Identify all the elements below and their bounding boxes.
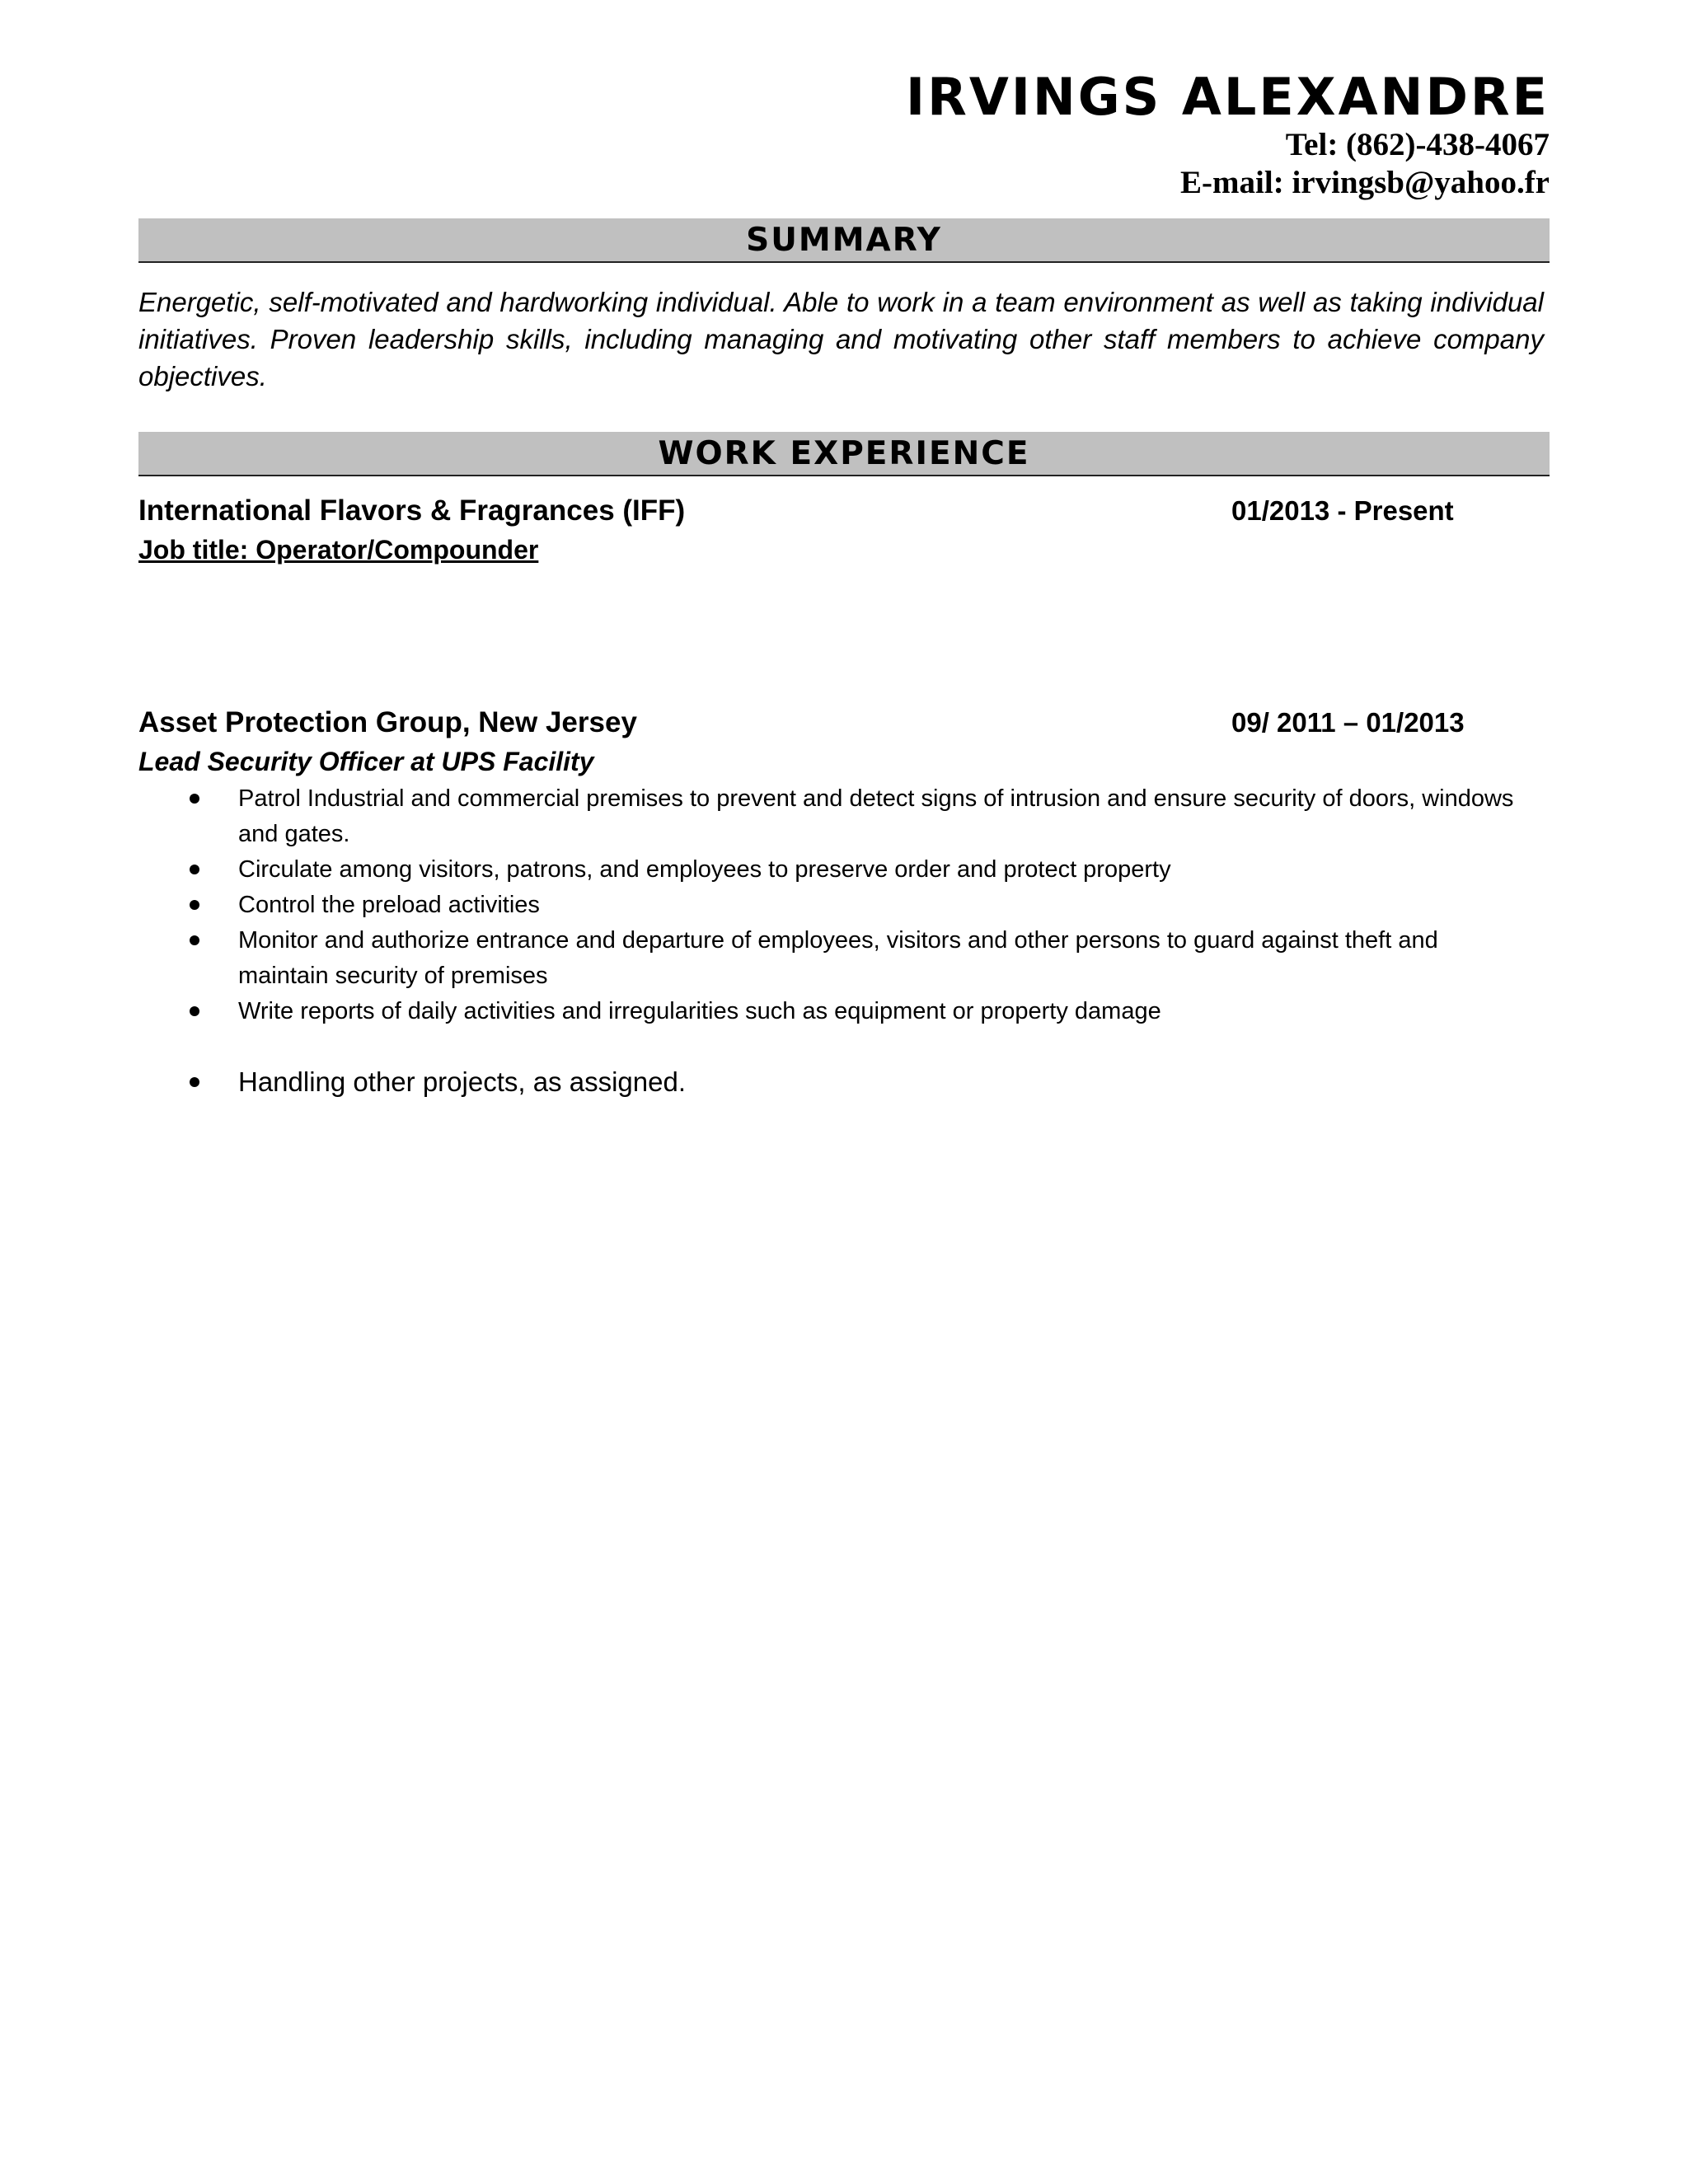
job-company: Asset Protection Group, New Jersey	[138, 706, 637, 738]
summary-text: Energetic, self-motivated and hardworking individual. Able to work in a team environment as well as taking individual initiatives. Proven leadership skills, including managing and motivating other staff members to achieve company objectives.	[138, 287, 1544, 391]
bullet-icon	[190, 900, 199, 910]
list-item-text: Circulate among visitors, patrons, and employees to preserve order and protect property	[238, 856, 1171, 883]
email-address: E-mail: irvingsb@yahoo.fr	[1180, 165, 1550, 200]
bullet-icon	[190, 865, 199, 874]
bullet-icon	[190, 1077, 199, 1087]
list-item	[138, 923, 1550, 994]
job-title: Job title: Operator/Compounder	[138, 535, 539, 565]
job-title: Lead Security Officer at UPS Facility	[138, 747, 594, 776]
list-item-text: Write reports of daily activities and irregularities such as equipment or property damage	[238, 998, 1161, 1024]
list-item	[138, 888, 1550, 923]
bullet-icon	[190, 935, 199, 945]
job-dates: 01/2013 - Present	[1231, 495, 1454, 526]
list-item-text: Monitor and authorize entrance and departure of employees, visitors and other persons to guard against theft and maintain security of premises	[238, 927, 1438, 989]
list-item	[138, 852, 1550, 888]
bullet-icon	[190, 1006, 199, 1016]
job-duties-list	[138, 781, 1550, 1100]
list-item-text: Handling other projects, as assigned.	[238, 1066, 686, 1097]
list-item	[138, 994, 1550, 1029]
list-item-text: Patrol Industrial and commercial premises to prevent and detect signs of intrusion and ensure security of doors, windows and gates.	[238, 785, 1514, 847]
phone-number: Tel: (862)-438-4067	[1285, 127, 1550, 162]
candidate-name: IRVINGS ALEXANDRE	[906, 67, 1550, 127]
job-dates: 09/ 2011 – 01/2013	[1231, 707, 1465, 738]
list-item-text: Control the preload activities	[238, 892, 540, 918]
bullet-icon	[190, 794, 199, 804]
list-item	[138, 1063, 1550, 1100]
summary-heading: SUMMARY	[138, 218, 1550, 263]
job-company: International Flavors & Fragrances (IFF)	[138, 494, 686, 527]
list-item	[138, 781, 1550, 852]
work-experience-heading: WORK EXPERIENCE	[138, 432, 1550, 476]
